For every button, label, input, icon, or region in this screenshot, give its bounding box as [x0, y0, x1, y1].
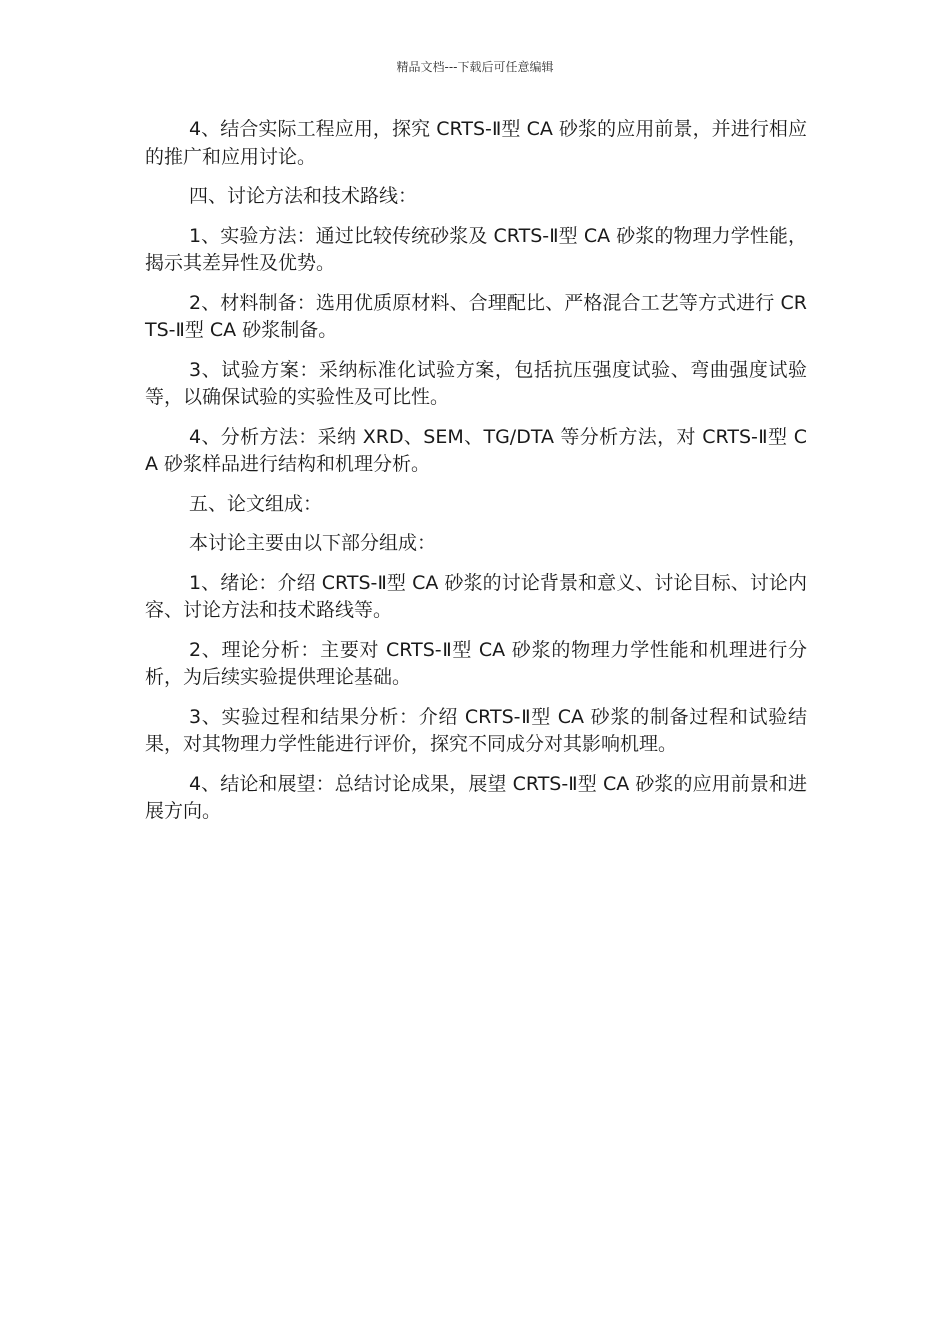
paragraph-conclusion: 4、结论和展望：总结讨论成果，展望 CRTS-Ⅱ型 CA 砂浆的应用前景和进展方向。: [145, 772, 807, 822]
paragraph-composition-intro: 本讨论主要由以下部分组成：: [189, 532, 437, 554]
document-body: [145, 116, 807, 838]
paragraph-theory-analysis: 2、理论分析：主要对 CRTS-Ⅱ型 CA 砂浆的物理力学性能和机理进行分析，为后续实验提供理论基础。: [145, 638, 807, 688]
paragraph-experiment-method: 1、实验方法：通过比较传统砂浆及 CRTS-Ⅱ型 CA 砂浆的物理力学性能，揭示其差异性及优势。: [145, 224, 807, 274]
paragraph-experiment-results: 3、实验过程和结果分析：介绍 CRTS-Ⅱ型 CA 砂浆的制备过程和试验结果，对其物理力学性能进行评价，探究不同成分对其影响机理。: [145, 705, 807, 755]
paragraph-material-preparation: 2、材料制备：选用优质原材料、合理配比、严格混合工艺等方式进行 CRTS-Ⅱ型 CA 砂浆制备。: [145, 291, 807, 341]
paragraph-test-plan: 3、试验方案：采纳标准化试验方案，包括抗压强度试验、弯曲强度试验等，以确保试验的实验性及可比性。: [145, 358, 807, 408]
section-heading-methods: 四、讨论方法和技术路线：: [189, 185, 418, 207]
paragraph-application-prospect: 4、结合实际工程应用，探究 CRTS-Ⅱ型 CA 砂浆的应用前景，并进行相应的推广和应用讨论。: [145, 118, 807, 168]
paragraph-introduction: 1、绪论：介绍 CRTS-Ⅱ型 CA 砂浆的讨论背景和意义、讨论目标、讨论内容、讨论方法和技术路线等。: [145, 571, 807, 621]
paragraph-analysis-method: 4、分析方法：采纳 XRD、SEM、TG/DTA 等分析方法，对 CRTS-Ⅱ型 CA 砂浆样品进行结构和机理分析。: [145, 425, 807, 475]
section-heading-composition: 五、论文组成：: [189, 492, 323, 515]
page-header: 精品文档---下载后可任意编辑: [396, 60, 554, 74]
